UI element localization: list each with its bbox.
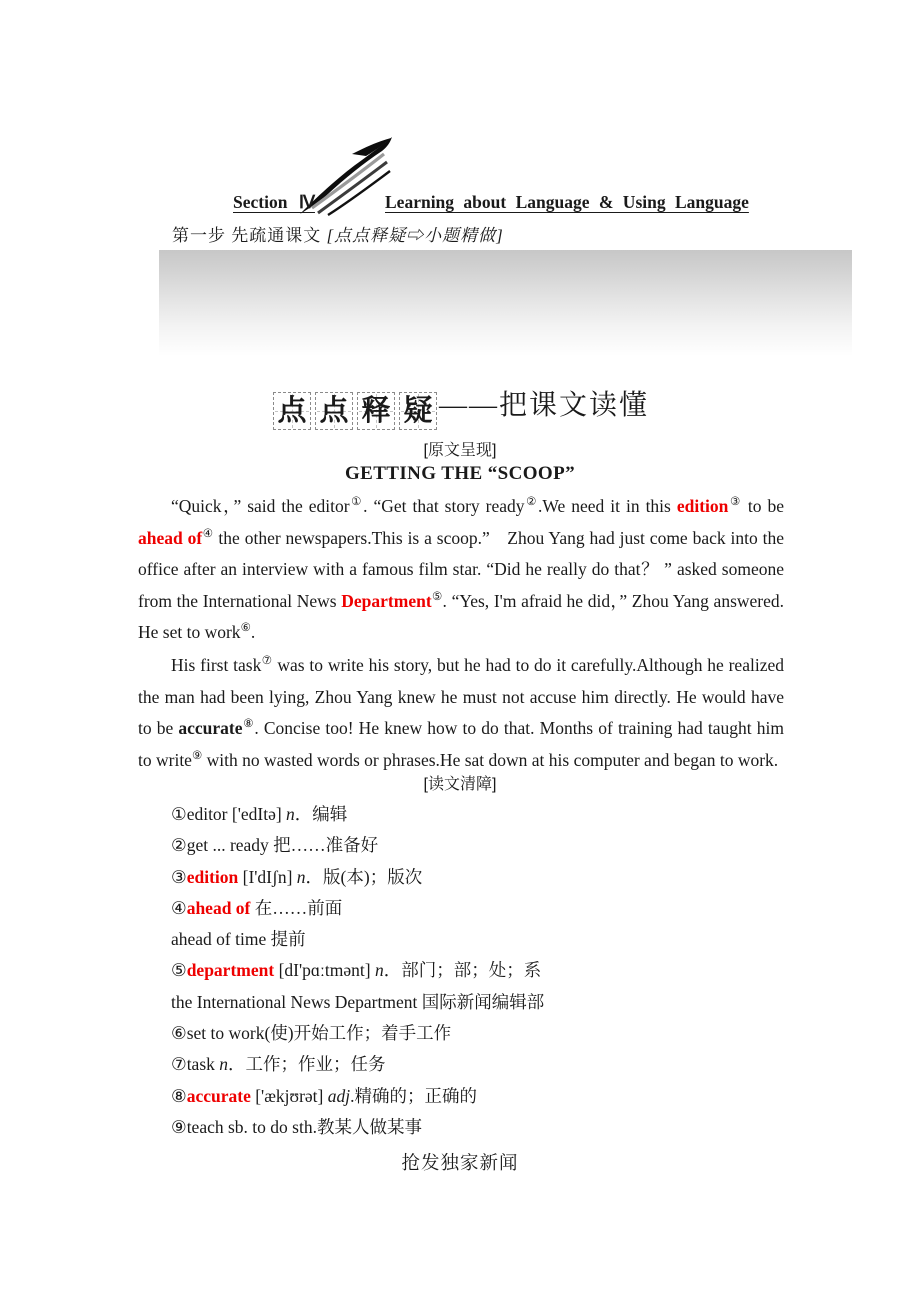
note-line: the International News Department 国际新闻编辑部 <box>171 991 545 1012</box>
note-line: ⑦task n．工作；作业；任务 <box>171 1054 386 1075</box>
note-line: ⑧accurate ['ækjʊrət] adj.精确的；正确的 <box>171 1085 477 1106</box>
boxed-char: 点 <box>315 392 353 430</box>
main-title <box>0 383 920 430</box>
note-line: ⑥set to work(使)开始工作；着手工作 <box>171 1023 452 1044</box>
step-prefix: 第一步 先疏通课文 <box>172 226 327 245</box>
note-line: ⑨teach sb. to do sth.教某人做某事 <box>171 1116 422 1137</box>
section-label: Section Ⅳ <box>233 192 315 212</box>
note-line: ④ahead of 在……前面 <box>171 897 343 918</box>
boxed-char: 疑 <box>399 392 437 430</box>
notes-list <box>171 799 801 1143</box>
boxed-char: 点 <box>273 392 311 430</box>
note-line: ⑤department [dI'pɑːtmənt] n．部门；部；处；系 <box>171 960 542 981</box>
passage-paragraph-2: His first task⑦ was to write his story, but he had to do it carefully.Although he realized the man had been lying, Zhou Yang knew he must not accuse him directly. He would have to be accurate⑧. Concise too! He knew how to do that. Months of training had taught him to write⑨ with no wasted words or phrases.He sat down at his computer and began to work. <box>138 655 784 770</box>
passage-title: GETTING THE “SCOOP” <box>344 463 576 484</box>
note-line: ahead of time 提前 <box>171 929 306 950</box>
passage-paragraph-1: “Quick，” said the editor①. “Get that story ready②.We need it in this edition③ to be ahead of④ the other newspapers.This is a scoop.” Zhou Yang had just come back into the office after an interview with a famous film star. “Did he really do that？ ” asked someone from the International News Department⑤. “Yes, I'm afraid he did，” Zhou Yang answered. He set to work⑥. <box>138 496 785 643</box>
step-bracket: [点点释疑⇨小题精做] <box>326 226 504 245</box>
course-title: Learning about Language & Using Language <box>385 192 749 212</box>
note-line: ②get ... ready 把……准备好 <box>171 835 379 856</box>
gradient-banner <box>159 250 852 356</box>
footer-title: 抢发独家新闻 <box>401 1152 519 1173</box>
note-line: ①editor ['edItə] n．编辑 <box>171 804 348 824</box>
note-line: ③edition [I'dIʃn] n．版(本)；版次 <box>171 866 423 887</box>
reading-barrier-label: [读文清障] <box>423 776 497 793</box>
boxed-char: 释 <box>357 392 395 430</box>
original-text-label: [原文呈现] <box>423 442 497 459</box>
step-line <box>172 221 504 246</box>
main-title-tail: ——把课文读懂 <box>438 390 649 421</box>
